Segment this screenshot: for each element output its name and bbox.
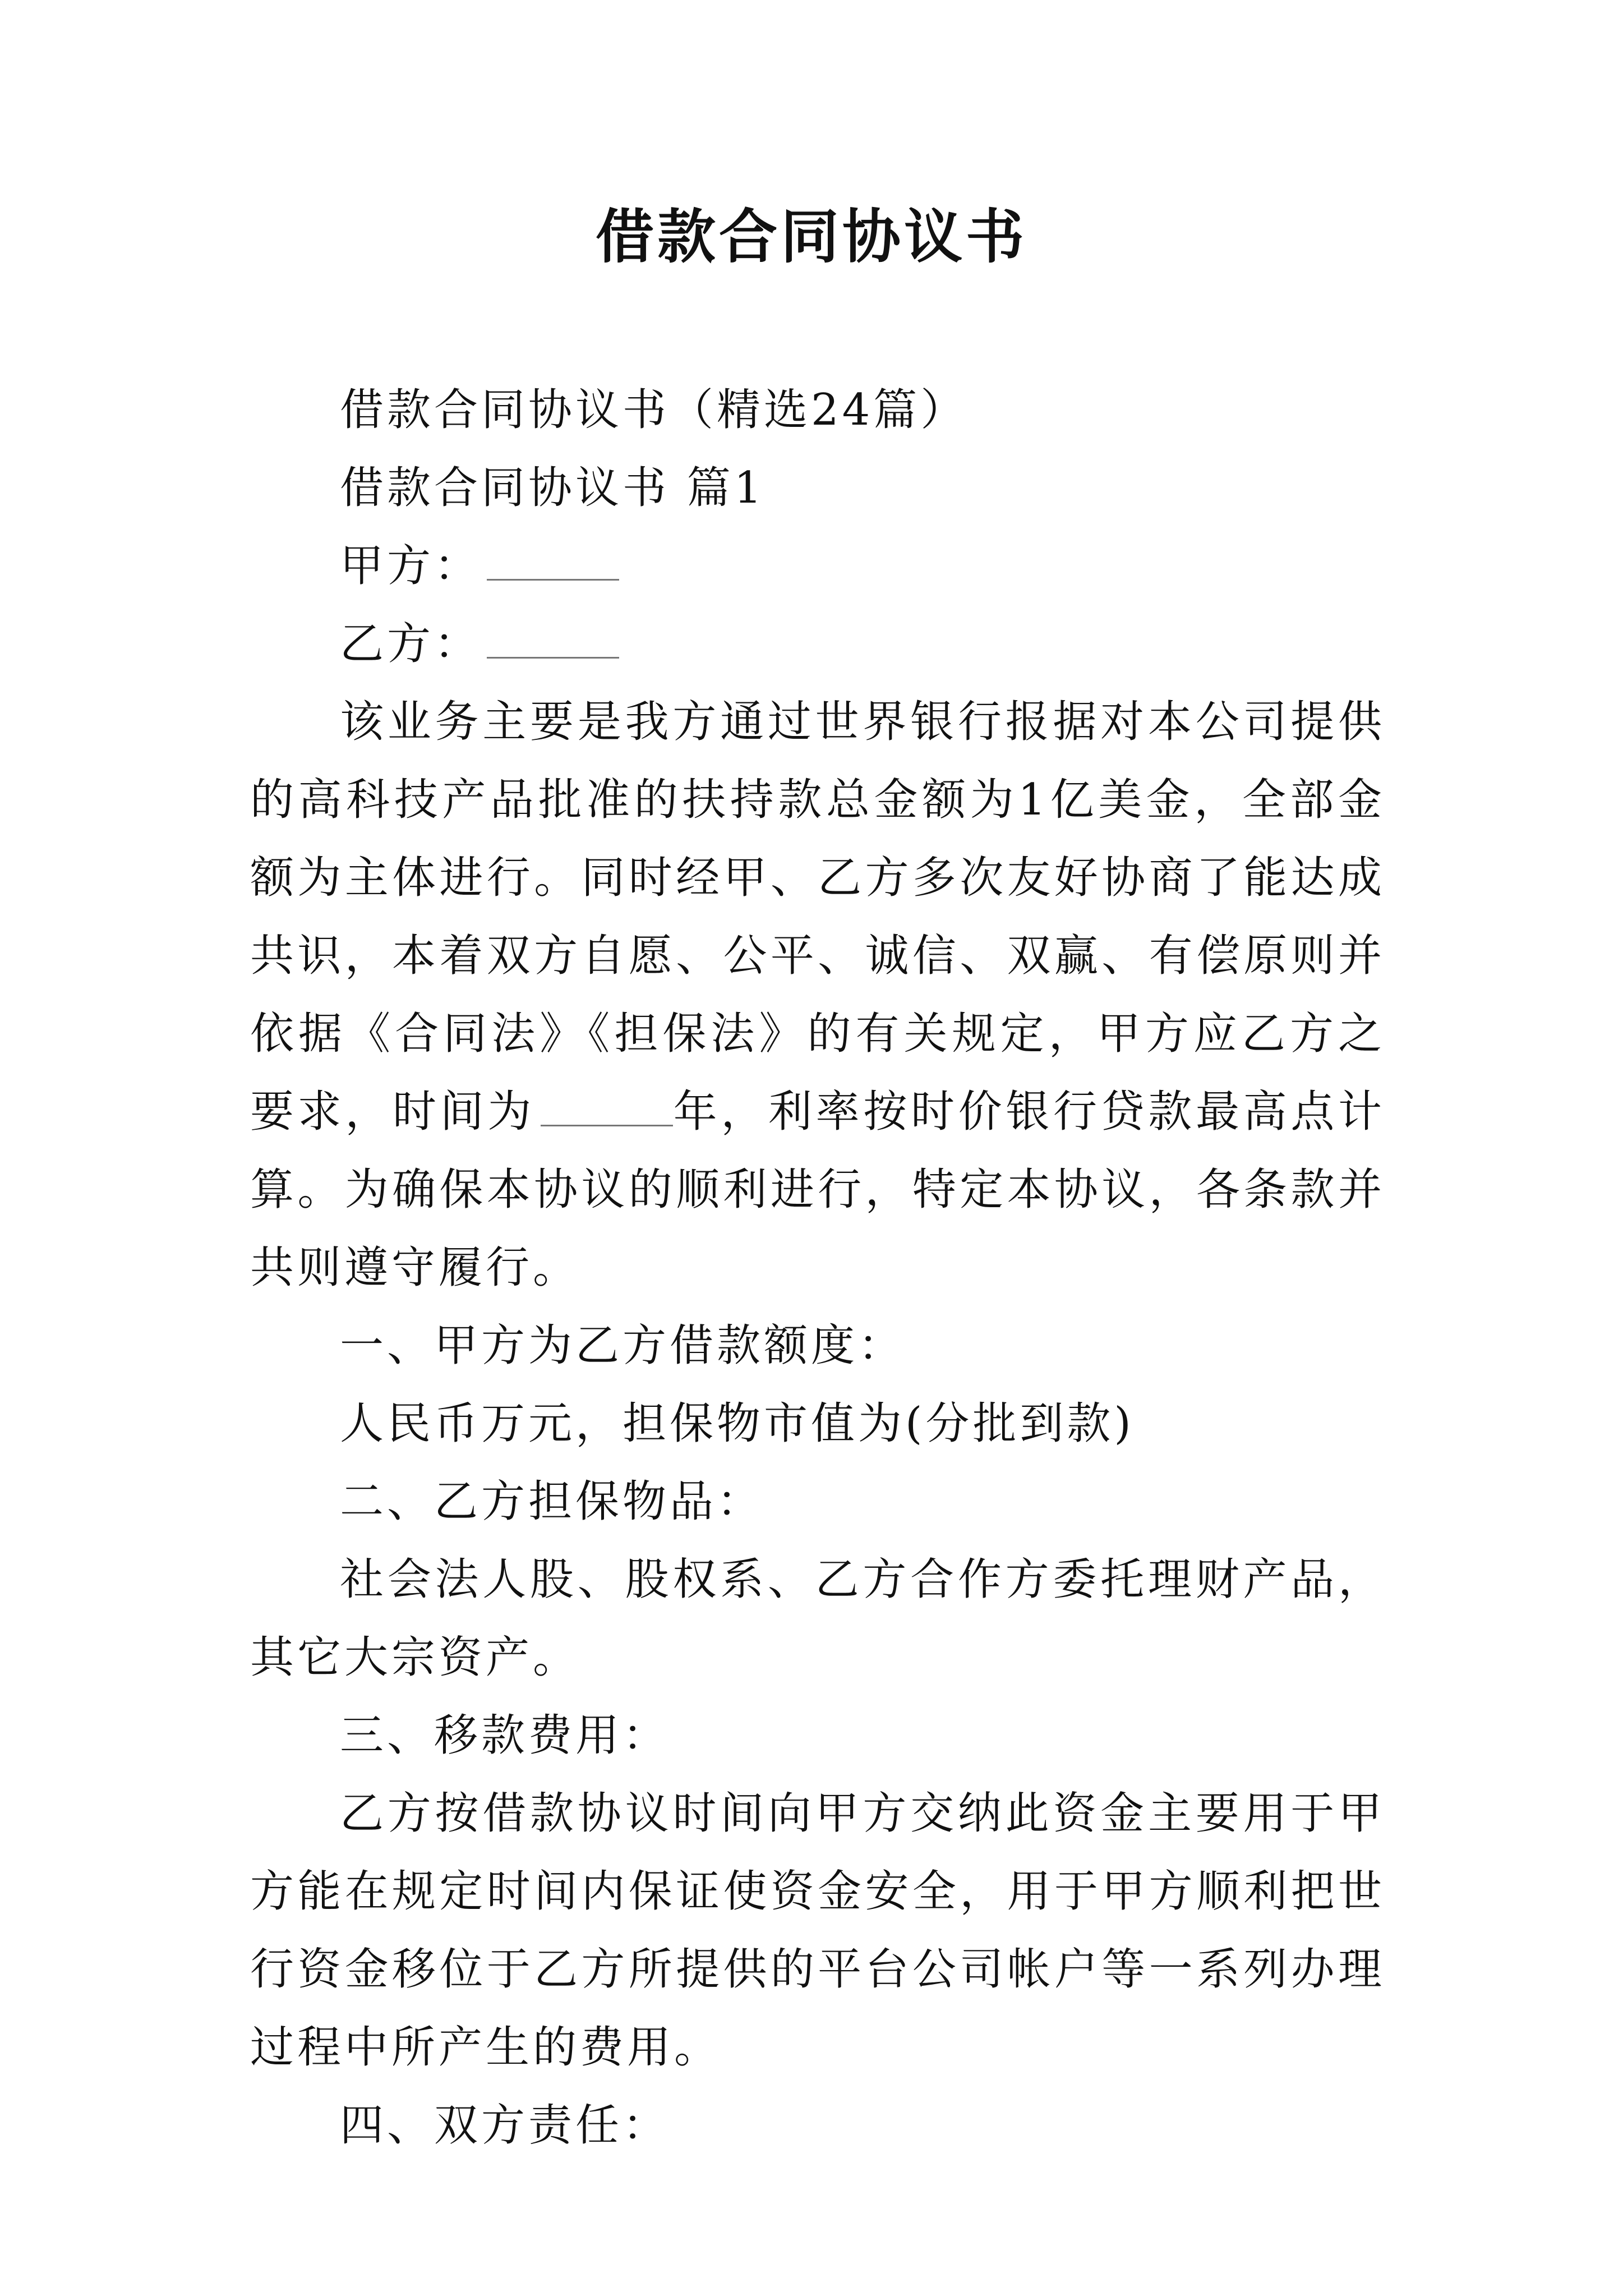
paragraph-section-heading: 借款合同协议书 篇1 xyxy=(340,463,766,513)
party-b-line xyxy=(250,605,1385,683)
intro-text-b: 年，利率按时价银行贷款最高点计算。为确保本协议的顺利进行，特定本协议，各条款并共则遵守履行。 xyxy=(250,1087,1385,1293)
paragraph-subtitle: 借款合同协议书（精选24篇） xyxy=(340,385,968,435)
document-body xyxy=(250,371,1385,2165)
clause-3-heading: 三、移款费用： xyxy=(340,1710,670,1761)
clause-1-text: 人民币万元，担保物市值为(分批到款) xyxy=(340,1398,1135,1449)
intro-text-a: 该业务主要是我方通过世界银行报据对本公司提供的高科技产品批准的扶持款总金额为1亿美金，全部金额为主体进行。同时经甲、乙方多次友好协商了能达成共识，本着双方自愿、公平、诚信、双赢、有偿原则并依据《合同法》《担保法》的有关规定，甲方应乙方之要求，时间为 xyxy=(250,697,1385,1137)
paragraph-intro xyxy=(250,683,1385,1307)
term-blank xyxy=(541,1124,673,1126)
party-a-line xyxy=(250,527,1385,605)
clause-2-text: 社会法人股、股权系、乙方合作方委托理财产品，其它大宗资产。 xyxy=(250,1554,1385,1683)
party-b-blank xyxy=(487,656,619,659)
document-title: 借款合同协议书 xyxy=(595,203,1027,271)
clause-3-text: 乙方按借款协议时间向甲方交纳此资金主要用于甲方能在规定时间内保证使资金安全，用于甲方顺利把世行资金移位于乙方所提供的平台公司帐户等一系列办理过程中所产生的费用。 xyxy=(250,1788,1385,2073)
clause-2-heading: 二、乙方担保物品： xyxy=(340,1476,764,1527)
clause-4-heading: 四、双方责任： xyxy=(340,2100,670,2151)
clause-1-heading: 一、甲方为乙方借款额度： xyxy=(340,1320,906,1371)
party-a-label: 甲方： xyxy=(340,541,482,591)
party-b-label: 乙方： xyxy=(340,619,482,669)
party-a-blank xyxy=(487,578,619,581)
